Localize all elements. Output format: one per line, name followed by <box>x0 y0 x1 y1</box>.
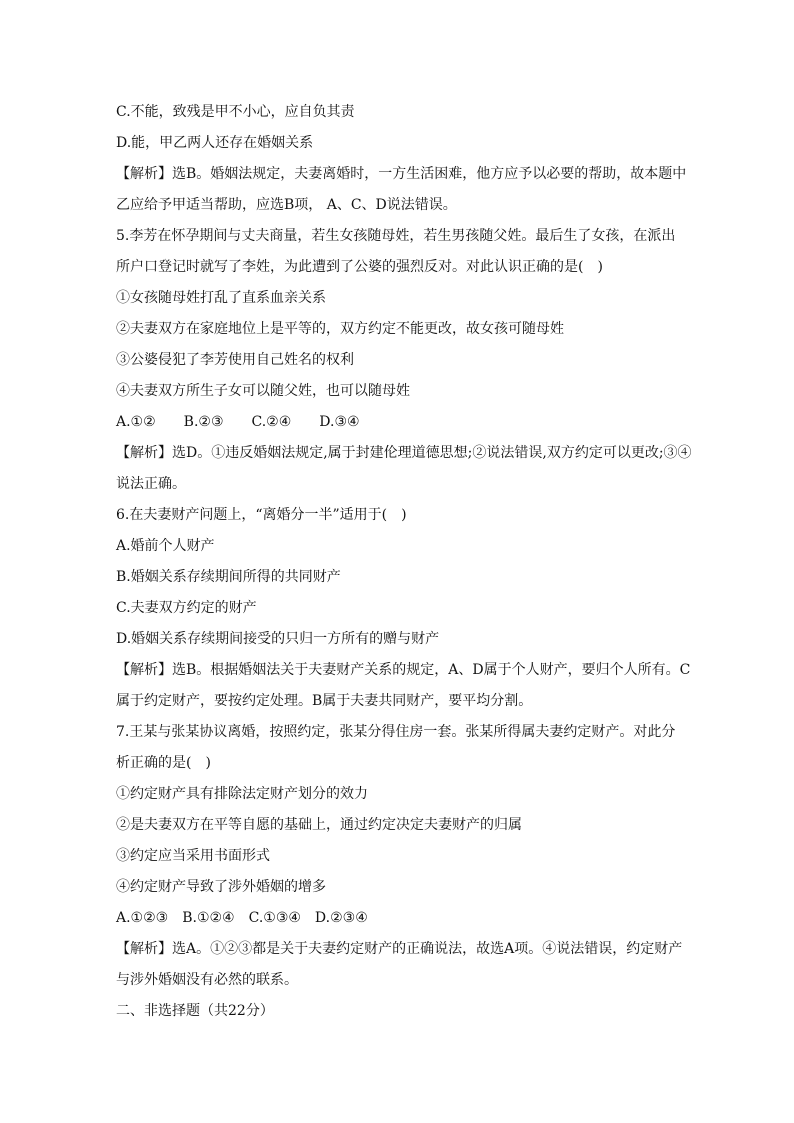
option-c: C.不能，致残是甲不小心，应自负其责 <box>116 104 355 120</box>
document-body <box>116 97 692 1027</box>
analysis-6-line-1: 【解析】选B。根据婚姻法关于夫妻财产关系的规定，A、D属于个人财产，要归个人所有。C <box>116 662 691 678</box>
analysis-5-line-2: 说法正确。 <box>116 476 186 492</box>
section-heading: 二、非选择题（共22分） <box>116 1003 274 1019</box>
option-d: D.能，甲乙两人还存在婚姻关系 <box>116 135 314 151</box>
question-7-line-2: 析正确的是( ) <box>116 755 211 771</box>
analysis-4-line-2: 乙应给予甲适当帮助，应选B项， A、C、D说法错误。 <box>116 197 457 213</box>
question-6-option-b: B.婚姻关系存续期间所得的共同财产 <box>116 569 341 585</box>
analysis-4-line-1: 【解析】选B。婚姻法规定，夫妻离婚时，一方生活困难，他方应予以必要的帮助，故本题中 <box>116 166 687 182</box>
question-6-option-a: A.婚前个人财产 <box>116 538 215 554</box>
analysis-6-line-2: 属于约定财产，要按约定处理。B属于夫妻共同财产，要平均分割。 <box>116 693 533 709</box>
question-7-options: A.①②③ B.①②④ C.①③④ D.②③④ <box>116 910 368 926</box>
analysis-7-line-2: 与涉外婚姻没有必然的联系。 <box>116 972 298 988</box>
question-6-stem: 6.在夫妻财产问题上，“离婚分一半”适用于( ) <box>116 507 407 523</box>
question-5-options: A.①② B.②③ C.②④ D.③④ <box>116 414 360 430</box>
question-6-option-c: C.夫妻双方约定的财产 <box>116 600 257 616</box>
question-5-statement-1: ①女孩随母姓打乱了直系血亲关系 <box>116 290 326 306</box>
question-7-statement-4: ④约定财产导致了涉外婚姻的增多 <box>116 879 326 895</box>
question-7-statement-1: ①约定财产具有排除法定财产划分的效力 <box>116 786 368 802</box>
analysis-7-line-1: 【解析】选A。①②③都是关于夫妻约定财产的正确说法，故选A项。④说法错误，约定财产 <box>116 941 683 957</box>
question-5-statement-2: ②夫妻双方在家庭地位上是平等的，双方约定不能更改，故女孩可随母姓 <box>116 321 564 337</box>
question-5-line-1: 5.李芳在怀孕期间与丈夫商量，若生女孩随母姓，若生男孩随父姓。最后生了女孩，在派出 <box>116 228 676 244</box>
question-7-statement-2: ②是夫妻双方在平等自愿的基础上，通过约定决定夫妻财产的归属 <box>116 817 522 833</box>
question-7-statement-3: ③约定应当采用书面形式 <box>116 848 270 864</box>
question-6-option-d: D.婚姻关系存续期间接受的只归一方所有的赠与财产 <box>116 631 440 647</box>
analysis-5-line-1: 【解析】选D。①违反婚姻法规定,属于封建伦理道德思想;②说法错误,双方约定可以更改;③④ <box>116 445 692 461</box>
question-7-line-1: 7.王某与张某协议离婚，按照约定，张某分得住房一套。张某所得属夫妻约定财产。对此分 <box>116 724 676 740</box>
question-5-line-2: 所户口登记时就写了李姓，为此遭到了公婆的强烈反对。对此认识正确的是( ) <box>116 259 603 275</box>
question-5-statement-4: ④夫妻双方所生子女可以随父姓，也可以随母姓 <box>116 383 410 399</box>
question-5-statement-3: ③公婆侵犯了李芳使用自己姓名的权利 <box>116 352 354 368</box>
